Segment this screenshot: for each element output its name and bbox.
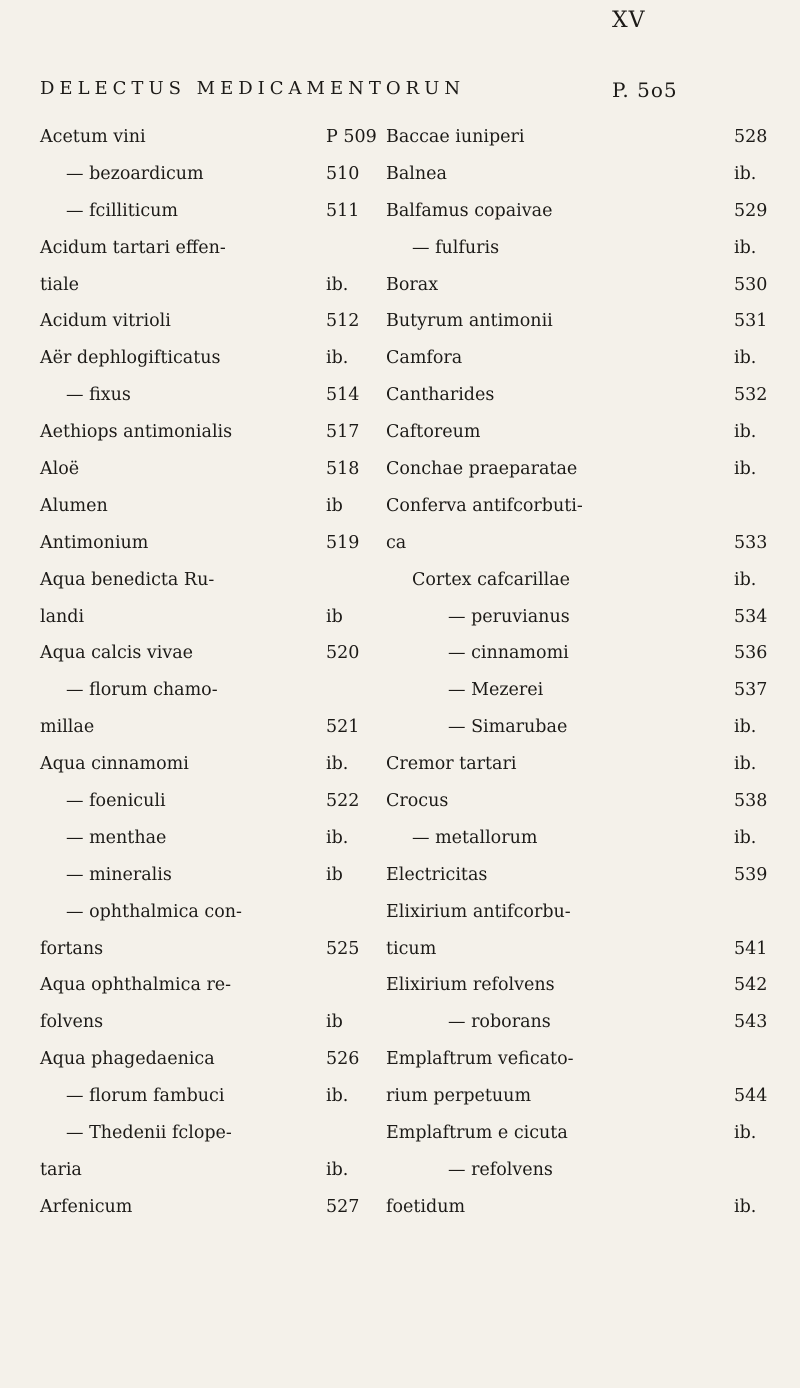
entry-page: ib.	[326, 1086, 349, 1107]
entry-page: 510	[326, 163, 360, 184]
header-page-ref: P. 5o5	[612, 78, 678, 102]
entry-term: ticum	[386, 938, 437, 959]
index-entry	[40, 267, 370, 304]
entry-term: — florum fambuci	[66, 1086, 225, 1107]
index-entry	[386, 488, 774, 525]
index-entry	[40, 672, 370, 709]
entry-term: foetidum	[386, 1196, 466, 1217]
entry-term: Cortex cafcarillae	[412, 569, 571, 590]
entry-page: ib.	[734, 348, 757, 369]
entry-page: ib.	[734, 422, 757, 443]
entry-term: ca	[386, 532, 407, 553]
entry-term: folvens	[40, 1012, 104, 1033]
entry-page: 542	[734, 975, 768, 996]
entry-page: ib.	[734, 754, 757, 775]
index-entry	[40, 1078, 370, 1115]
entry-page: ib.	[734, 459, 757, 480]
entry-term: Baccae iuniperi	[386, 127, 525, 147]
index-column-right	[386, 119, 774, 1226]
entry-page: ib	[326, 1012, 343, 1033]
entry-page: ib.	[326, 827, 349, 848]
entry-page: 514	[326, 385, 360, 406]
entry-term: Camfora	[386, 348, 463, 369]
entry-page: 519	[326, 532, 360, 553]
entry-term: — ophthalmica con-	[66, 901, 242, 922]
index-entry	[386, 414, 774, 451]
index-entry	[386, 894, 774, 931]
entry-page: 520	[326, 643, 360, 664]
index-entry	[40, 820, 370, 857]
index-entry	[386, 672, 774, 709]
entry-page: 533	[734, 532, 768, 553]
index-entry	[386, 967, 774, 1004]
entry-term: rium perpetuum	[386, 1086, 532, 1107]
index-entry	[386, 562, 774, 599]
entry-term: — fcilliticum	[66, 200, 179, 221]
entry-page: ib.	[734, 1123, 757, 1144]
entry-page: 527	[326, 1196, 360, 1217]
index-entry	[386, 635, 774, 672]
entry-term: Aqua ophthalmica re-	[40, 975, 232, 996]
index-entry	[386, 525, 774, 562]
index-entry	[40, 1115, 370, 1152]
index-entry	[40, 1004, 370, 1041]
entry-term: Emplaftrum veficato-	[386, 1049, 574, 1070]
index-entry	[386, 377, 774, 414]
index-entry	[386, 340, 774, 377]
header-title: DELECTUS MEDICAMENTORUN	[40, 78, 466, 99]
entry-page: ib.	[734, 827, 757, 848]
index-entry	[40, 783, 370, 820]
entry-term: Aethiops antimonialis	[40, 422, 233, 443]
entry-term: Arfenicum	[40, 1196, 133, 1217]
entry-page: ib.	[734, 569, 757, 590]
entry-page: ib.	[734, 237, 757, 258]
entry-term: Antimonium	[40, 532, 149, 553]
entry-term: millae	[40, 717, 95, 738]
index-entry	[386, 746, 774, 783]
entry-page: P 509	[326, 127, 377, 147]
entry-page: ib	[326, 864, 343, 885]
entry-term: Elixirium antifcorbu-	[386, 901, 571, 922]
entry-term: Conchae praeparatae	[386, 459, 578, 480]
page-number: XV	[612, 8, 646, 33]
index-entry	[386, 783, 774, 820]
entry-term: Aloë	[40, 459, 80, 480]
entry-term: Elixirium refolvens	[386, 975, 555, 996]
entry-term: Aqua phagedaenica	[40, 1049, 215, 1070]
index-entry	[40, 894, 370, 931]
entry-term: Conferva antifcorbuti-	[386, 495, 583, 516]
entry-page: 525	[326, 938, 360, 959]
index-entry	[40, 1152, 370, 1189]
index-entry	[386, 931, 774, 968]
entry-term: Electricitas	[386, 864, 488, 885]
entry-page: ib.	[734, 163, 757, 184]
index-entry	[40, 1041, 370, 1078]
index-entry	[40, 303, 370, 340]
index-entry	[386, 1152, 774, 1189]
index-entry	[40, 488, 370, 525]
index-entry	[40, 857, 370, 894]
entry-term: fortans	[40, 938, 104, 959]
entry-page: 544	[734, 1086, 768, 1107]
index-entry	[386, 1189, 774, 1226]
entry-page: ib.	[734, 1196, 757, 1217]
entry-page: 512	[326, 311, 360, 332]
index-entry	[40, 119, 377, 156]
entry-page: 532	[734, 385, 768, 406]
index-entry	[40, 599, 370, 636]
index-entry	[386, 267, 774, 304]
index-entry	[40, 377, 370, 414]
index-entry	[386, 119, 774, 156]
entry-page: 543	[734, 1012, 768, 1033]
index-entry	[40, 635, 370, 672]
entry-page: 539	[734, 864, 768, 885]
index-entry	[40, 451, 370, 488]
entry-page: 531	[734, 311, 768, 332]
index-entry	[386, 599, 774, 636]
index-entry	[386, 451, 774, 488]
entry-term: — menthae	[66, 827, 167, 848]
index-entry	[386, 156, 774, 193]
entry-term: Cantharides	[386, 385, 495, 406]
entry-term: — florum chamo-	[66, 680, 218, 701]
entry-term: — mineralis	[66, 864, 172, 885]
entry-term: Caftoreum	[386, 422, 481, 443]
entry-page: 536	[734, 643, 768, 664]
index-entry	[386, 1115, 774, 1152]
entry-term: — bezoardicum	[66, 163, 204, 184]
entry-term: Cremor tartari	[386, 754, 517, 775]
entry-page: 522	[326, 791, 360, 812]
entry-term: taria	[40, 1159, 82, 1180]
entry-page: ib	[326, 606, 343, 627]
index-entry	[40, 746, 370, 783]
entry-term: — foeniculi	[66, 791, 166, 812]
entry-page: 538	[734, 791, 768, 812]
index-entry	[40, 562, 370, 599]
entry-term: tiale	[40, 274, 80, 295]
index-entry	[386, 193, 774, 230]
entry-term: landi	[40, 606, 85, 627]
entry-page: 521	[326, 717, 360, 738]
index-entry	[386, 303, 774, 340]
running-header	[40, 78, 770, 102]
entry-term: Aqua benedicta Ru-	[40, 569, 215, 590]
index-entry	[40, 1189, 370, 1226]
entry-term: Borax	[386, 274, 439, 295]
index-entry	[40, 340, 370, 377]
entry-page: ib.	[326, 348, 349, 369]
index-entry	[40, 967, 370, 1004]
index-entry	[40, 193, 370, 230]
index-entry	[40, 414, 370, 451]
index-entry	[40, 230, 370, 267]
entry-term: Aër dephlogifticatus	[40, 348, 221, 369]
entry-page: ib.	[326, 754, 349, 775]
index-entry	[386, 857, 774, 894]
entry-term: — roborans	[448, 1012, 551, 1033]
index-entry	[386, 230, 774, 267]
entry-page: 517	[326, 422, 360, 443]
entry-page: 529	[734, 200, 768, 221]
entry-term: Balfamus copaivae	[386, 200, 553, 221]
entry-page: ib.	[326, 1159, 349, 1180]
entry-page: 511	[326, 200, 360, 221]
entry-term: — Mezerei	[448, 680, 544, 701]
index-entry	[40, 525, 370, 562]
entry-term: — fulfuris	[412, 237, 500, 258]
entry-term: Acidum tartari effen-	[40, 237, 226, 258]
entry-term: — peruvianus	[448, 606, 570, 627]
entry-page: 541	[734, 938, 768, 959]
entry-term: — Simarubae	[448, 717, 568, 738]
entry-term: Emplaftrum e cicuta	[386, 1123, 568, 1144]
index-entry	[40, 156, 370, 193]
entry-page: ib.	[326, 274, 349, 295]
index-entry	[386, 820, 774, 857]
entry-page: 526	[326, 1049, 360, 1070]
entry-term: — cinnamomi	[448, 643, 569, 664]
entry-term: — Thedenii fclope-	[66, 1123, 232, 1144]
index-entry	[40, 709, 370, 746]
entry-page: ib.	[734, 717, 757, 738]
index-entry	[40, 931, 370, 968]
entry-term: Balnea	[386, 163, 447, 184]
entry-term: Crocus	[386, 791, 449, 812]
index-entry	[386, 1078, 774, 1115]
entry-page: 528	[734, 127, 768, 147]
index-entry	[386, 1041, 774, 1078]
entry-term: Acetum vini	[40, 127, 146, 147]
entry-term: Alumen	[40, 495, 108, 516]
index-column-left	[40, 119, 377, 1226]
entry-term: Butyrum antimonii	[386, 311, 553, 332]
entry-page: ib	[326, 495, 343, 516]
index-entry	[386, 1004, 774, 1041]
entry-term: Acidum vitrioli	[40, 311, 171, 332]
entry-term: — fixus	[66, 385, 131, 406]
entry-page: 518	[326, 459, 360, 480]
entry-page: 530	[734, 274, 768, 295]
entry-term: Aqua cinnamomi	[40, 754, 189, 775]
entry-page: 534	[734, 606, 768, 627]
index-entry	[386, 709, 774, 746]
entry-page: 537	[734, 680, 768, 701]
entry-term: — metallorum	[412, 827, 538, 848]
entry-term: — refolvens	[448, 1159, 553, 1180]
entry-term: Aqua calcis vivae	[40, 643, 194, 664]
